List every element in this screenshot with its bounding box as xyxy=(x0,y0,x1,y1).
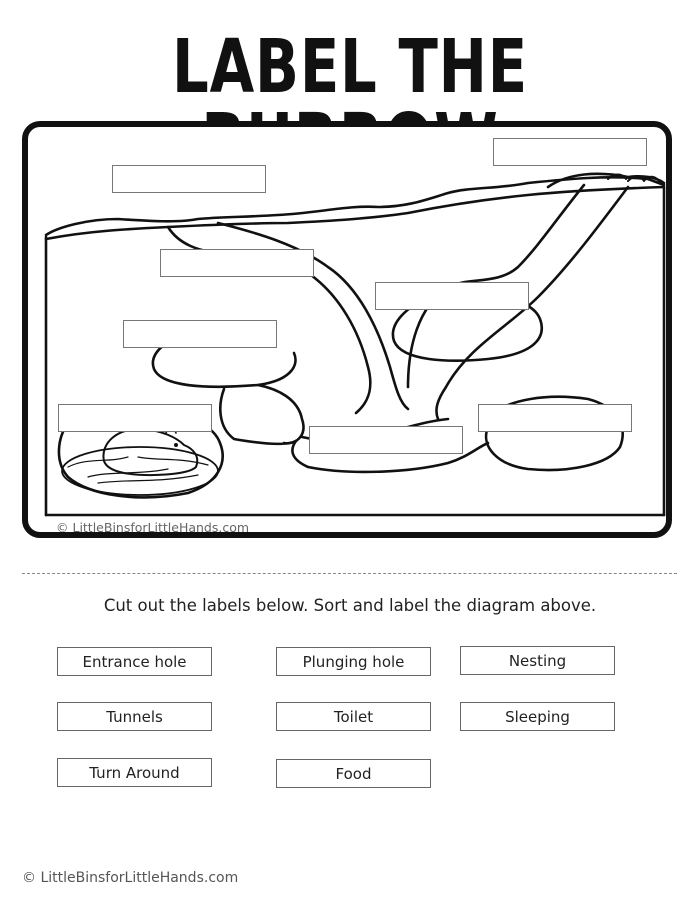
label-card-nesting[interactable]: Nesting xyxy=(460,646,615,675)
label-card-toilet[interactable]: Toilet xyxy=(276,702,431,731)
diagram-copyright: © LittleBinsforLittleHands.com xyxy=(56,520,250,535)
label-card-sleeping[interactable]: Sleeping xyxy=(460,702,615,731)
blank-label-box[interactable] xyxy=(493,138,647,166)
blank-label-box[interactable] xyxy=(309,426,463,454)
label-card-plunging-hole[interactable]: Plunging hole xyxy=(276,647,431,676)
footer-copyright: © LittleBinsforLittleHands.com xyxy=(22,870,239,886)
blank-label-box[interactable] xyxy=(375,282,529,310)
label-card-entrance-hole[interactable]: Entrance hole xyxy=(57,647,212,676)
label-card-tunnels[interactable]: Tunnels xyxy=(57,702,212,731)
blank-label-box[interactable] xyxy=(160,249,314,277)
instructions: Cut out the labels below. Sort and label the diagram above. xyxy=(103,596,597,615)
blank-label-box[interactable] xyxy=(112,165,266,193)
burrow-diagram xyxy=(22,121,672,538)
label-card-food[interactable]: Food xyxy=(276,759,431,788)
blank-label-box[interactable] xyxy=(58,404,212,432)
blank-label-box[interactable] xyxy=(478,404,632,432)
blank-label-box[interactable] xyxy=(123,320,277,348)
label-card-turn-around[interactable]: Turn Around xyxy=(57,758,212,787)
cut-line xyxy=(22,573,677,574)
page-title: LABEL THE xyxy=(172,24,528,110)
